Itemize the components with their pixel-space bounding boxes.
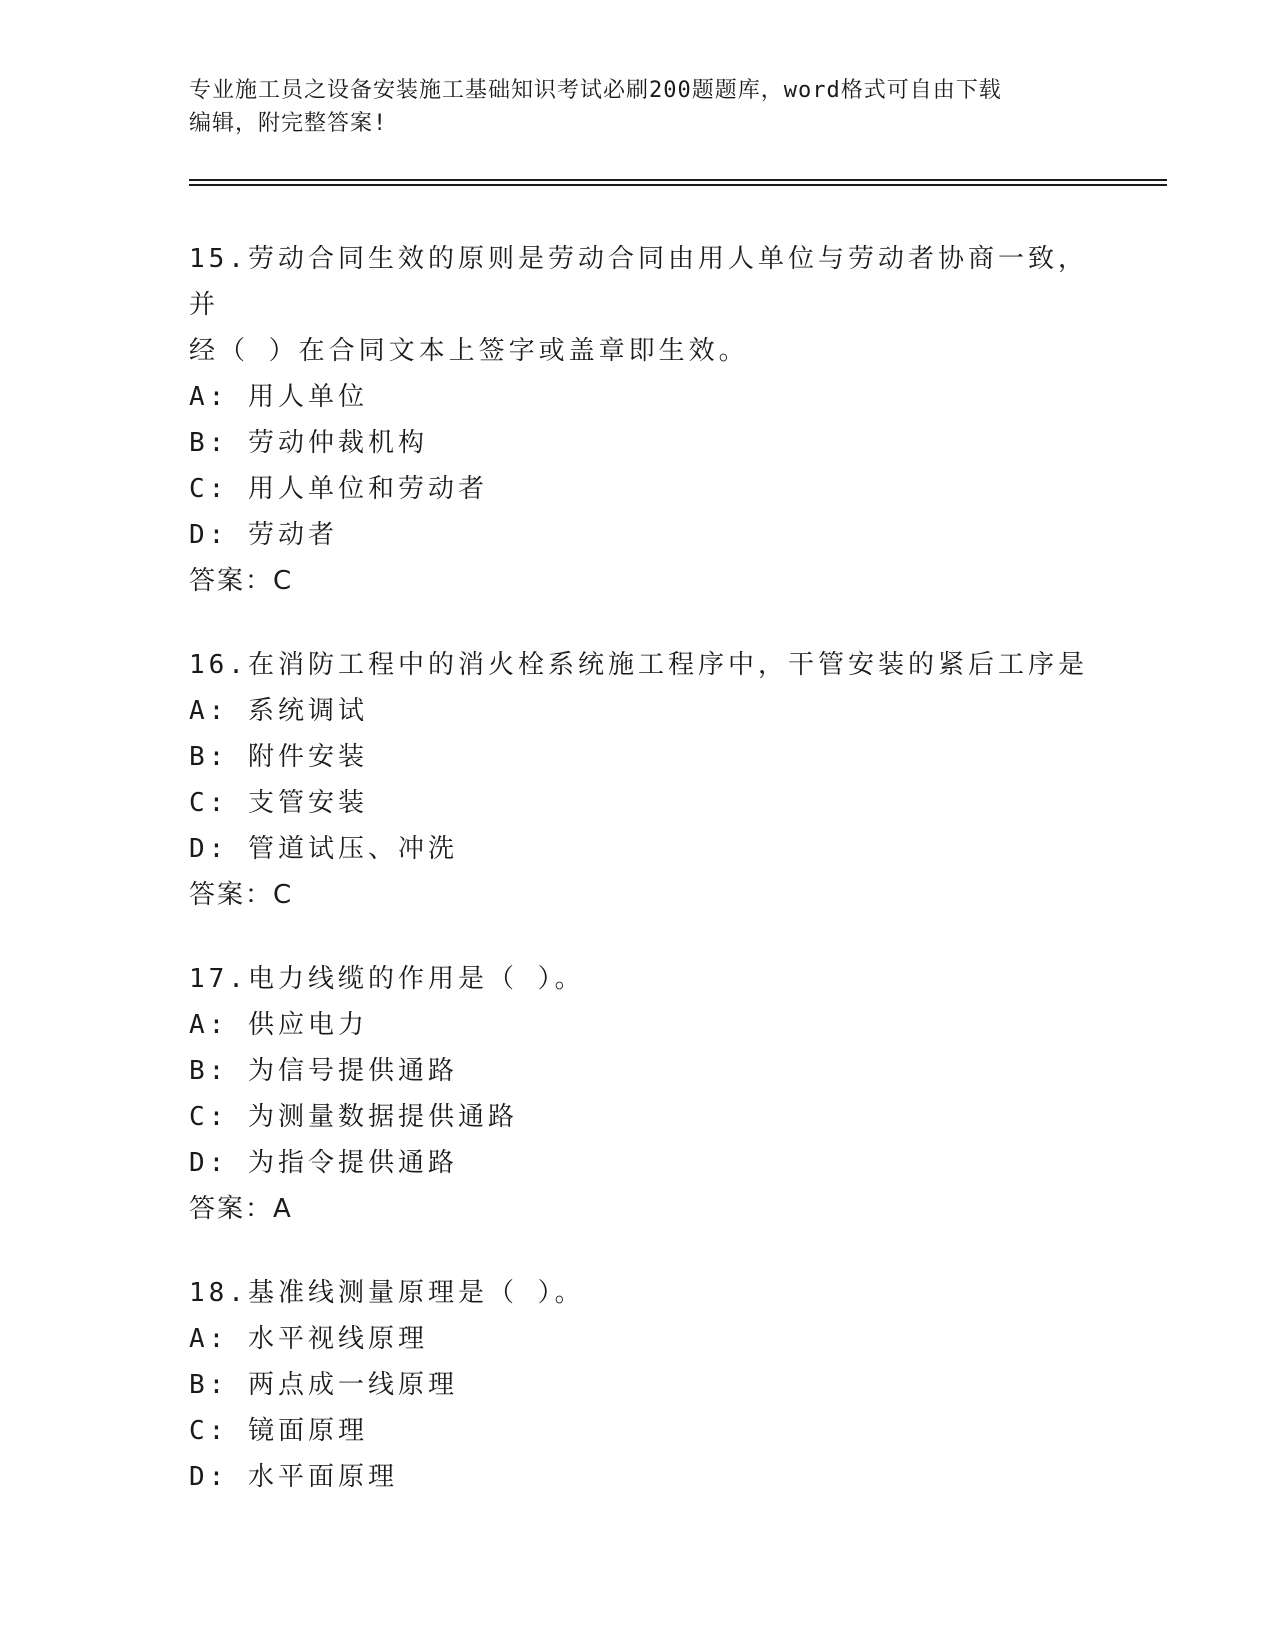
question-stem-line: 经（ ）在合同文本上签字或盖章即生效。 [189,336,749,366]
answer-line: 答案：C [189,880,294,910]
option-d: D: 管道试压、冲洗 [189,834,458,864]
option-c: C: 用人单位和劳动者 [189,474,488,504]
answer-line: 答案：A [189,1194,293,1224]
option-a: A: 水平视线原理 [189,1324,428,1354]
header-line-2: 编辑，附完整答案! [189,111,388,136]
document-header [189,74,1089,140]
option-c: C: 为测量数据提供通路 [189,1102,518,1132]
question-stem-line: 16.在消防工程中的消火栓系统施工程序中，干管安装的紧后工序是 [189,650,1088,680]
header-divider-top [189,179,1167,181]
option-b: B: 劳动仲裁机构 [189,428,428,458]
question-18 [189,1270,1089,1500]
option-d: D: 劳动者 [189,520,338,550]
question-list [189,236,1089,1538]
header-divider-bottom [189,184,1167,186]
question-17 [189,956,1089,1232]
option-b: B: 为信号提供通路 [189,1056,458,1086]
option-d: D: 为指令提供通路 [189,1148,458,1178]
option-c: C: 支管安装 [189,788,368,818]
question-15 [189,236,1089,604]
option-a: A: 系统调试 [189,696,368,726]
option-a: A: 供应电力 [189,1010,368,1040]
option-a: A: 用人单位 [189,382,368,412]
option-b: B: 两点成一线原理 [189,1370,458,1400]
header-line-1: 专业施工员之设备安装施工基础知识考试必刷200题题库，word格式可自由下载 [189,78,1002,103]
question-stem-line: 17.电力线缆的作用是（ ）。 [189,964,585,994]
option-b: B: 附件安装 [189,742,368,772]
question-16 [189,642,1089,918]
question-stem-line: 15.劳动合同生效的原则是劳动合同由用人单位与劳动者协商一致，并 [189,244,1088,320]
question-stem-line: 18.基准线测量原理是（ ）。 [189,1278,585,1308]
option-d: D: 水平面原理 [189,1462,398,1492]
option-c: C: 镜面原理 [189,1416,368,1446]
answer-line: 答案：C [189,566,294,596]
